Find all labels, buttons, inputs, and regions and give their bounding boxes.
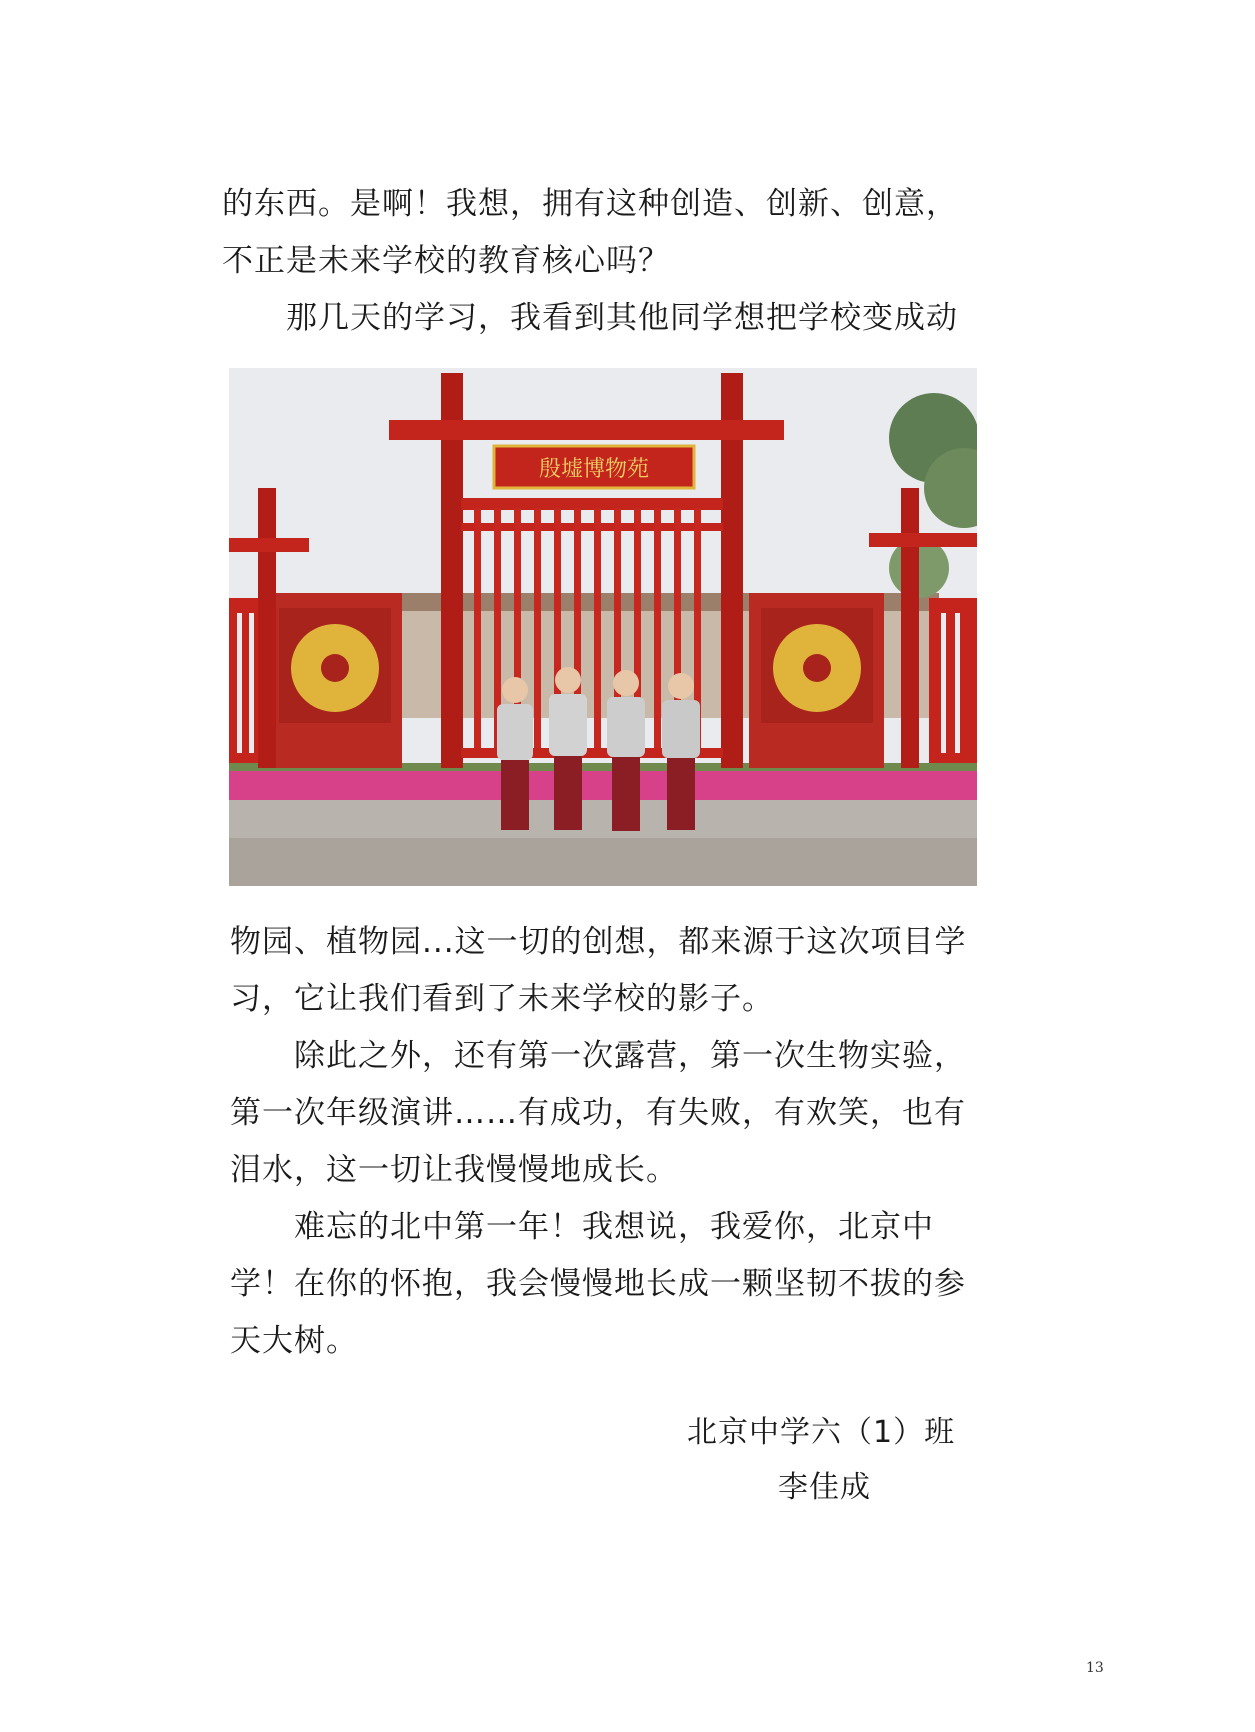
text-line: 学！在你的怀抱，我会慢慢地长成一颗坚韧不拔的参 (230, 1266, 966, 1302)
signature-author: 李佳成 (778, 1470, 871, 1505)
text-line: 天大树。 (230, 1323, 358, 1359)
museum-gate-photo (229, 368, 977, 886)
text-line: 除此之外，还有第一次露营，第一次生物实验， (294, 1038, 966, 1074)
article-text-bottom (230, 914, 1010, 1370)
gate-sign-text: 殷墟博物苑 (538, 457, 650, 482)
museum-gate-illustration (229, 368, 977, 886)
text-line: 习，它让我们看到了未来学校的影子。 (230, 981, 774, 1017)
text-line: 第一次年级演讲……有成功，有失败，有欢笑，也有 (230, 1095, 966, 1131)
article-text-top (222, 176, 1002, 347)
page-number: 13 (1086, 1660, 1104, 1676)
text-line: 物园、植物园...这一切的创想，都来源于这次项目学 (230, 924, 967, 960)
text-line: 难忘的北中第一年！我想说，我爱你，北京中 (294, 1209, 934, 1245)
text-line: 泪水，这一切让我慢慢地成长。 (230, 1152, 678, 1188)
text-line: 那几天的学习，我看到其他同学想把学校变成动 (286, 300, 958, 336)
signature-class: 北京中学六（1）班 (687, 1415, 956, 1450)
text-line: 不正是未来学校的教育核心吗？ (222, 243, 670, 279)
text-line: 的东西。是啊！我想，拥有这种创造、创新、创意， (222, 186, 958, 222)
